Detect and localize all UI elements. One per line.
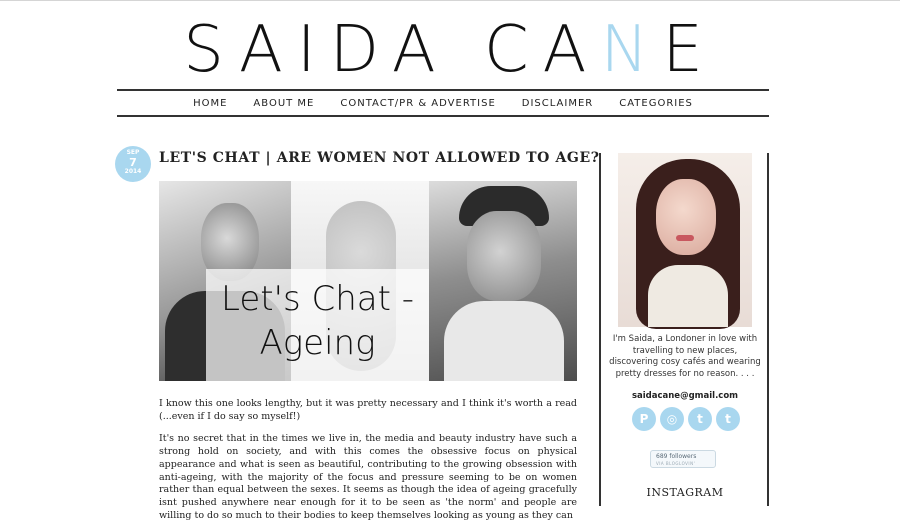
post-date-month: SEP <box>126 149 140 156</box>
collage-shirt <box>444 301 564 381</box>
nav-item-disclaimer[interactable]: DISCLAIMER <box>521 97 594 109</box>
sidebar-email[interactable]: saidacane@gmail.com <box>631 391 739 401</box>
nav-item-categories[interactable]: CATEGORIES <box>619 97 693 109</box>
post-date-badge <box>115 146 151 182</box>
logo-text-end: E <box>662 13 717 87</box>
post-paragraph: I know this one looks lengthy, but it was pretty necessary and I think it's worth a read (...even if I do say so myself!) <box>159 398 577 422</box>
nav-bottom-rule <box>117 115 769 117</box>
twitter-icon[interactable]: t <box>688 407 712 431</box>
profile-lips <box>676 235 694 241</box>
logo-text-main: SAIDA CA <box>183 13 601 87</box>
post-paragraph: It's no secret that in the times we live in, the media and beauty industry have such a strong hold on society, and with this comes the obsessive focus on physical appearance and what is seen as beautiful, contributing to the growing obsession with anti-ageing, with the majority of the focus and pressure seeming to be on women rather than equal between the sexes. It seems as though the idea of ageing gracefully isnt pushed anywhere near enough for it to be seen as 'the norm' and people are willing to do so much to their bodies to keep themselves looking as young as they can <box>159 433 577 521</box>
logo-text-accent: N <box>600 13 663 87</box>
nav-item-about-me[interactable]: ABOUT ME <box>253 97 315 109</box>
pinterest-icon[interactable]: P <box>632 407 656 431</box>
image-overlay-text <box>206 277 429 365</box>
profile-face <box>656 179 716 255</box>
image-overlay-line-1: Let's Chat - <box>221 279 414 319</box>
post-date-year: 2014 <box>124 168 142 175</box>
instagram-heading: INSTAGRAM <box>646 486 724 499</box>
bloglovin-badge[interactable] <box>650 450 716 468</box>
site-logo[interactable] <box>0 10 900 90</box>
tumblr-icon[interactable]: t <box>716 407 740 431</box>
bloglovin-via: VIA BLOGLOVIN' <box>656 461 696 466</box>
post-date-day: 7 <box>129 156 137 169</box>
bloglovin-count: 689 followers <box>656 453 697 460</box>
nav-item-home[interactable]: HOME <box>193 97 228 109</box>
profile-top <box>648 265 728 327</box>
nav-item-contact[interactable]: CONTACT/PR & ADVERTISE <box>340 97 496 109</box>
post-body <box>159 398 577 532</box>
post-featured-image[interactable] <box>159 181 577 381</box>
image-overlay-line-2: Ageing <box>259 323 376 363</box>
profile-photo <box>618 153 752 327</box>
social-icons <box>632 407 742 431</box>
top-border <box>0 0 900 1</box>
collage-face <box>467 211 541 301</box>
sidebar-bio: I'm Saida, a Londoner in love with travelling to new places, discovering cosy cafés and wearing pretty dresses for no reason. . . . <box>609 334 761 379</box>
collage-panel-man-right <box>429 181 577 381</box>
instagram-icon[interactable]: ◎ <box>660 407 684 431</box>
main-nav <box>117 92 769 114</box>
post-title[interactable]: LET'S CHAT | ARE WOMEN NOT ALLOWED TO AGE? <box>159 150 600 166</box>
nav-top-rule <box>117 89 769 91</box>
sidebar <box>599 153 769 506</box>
